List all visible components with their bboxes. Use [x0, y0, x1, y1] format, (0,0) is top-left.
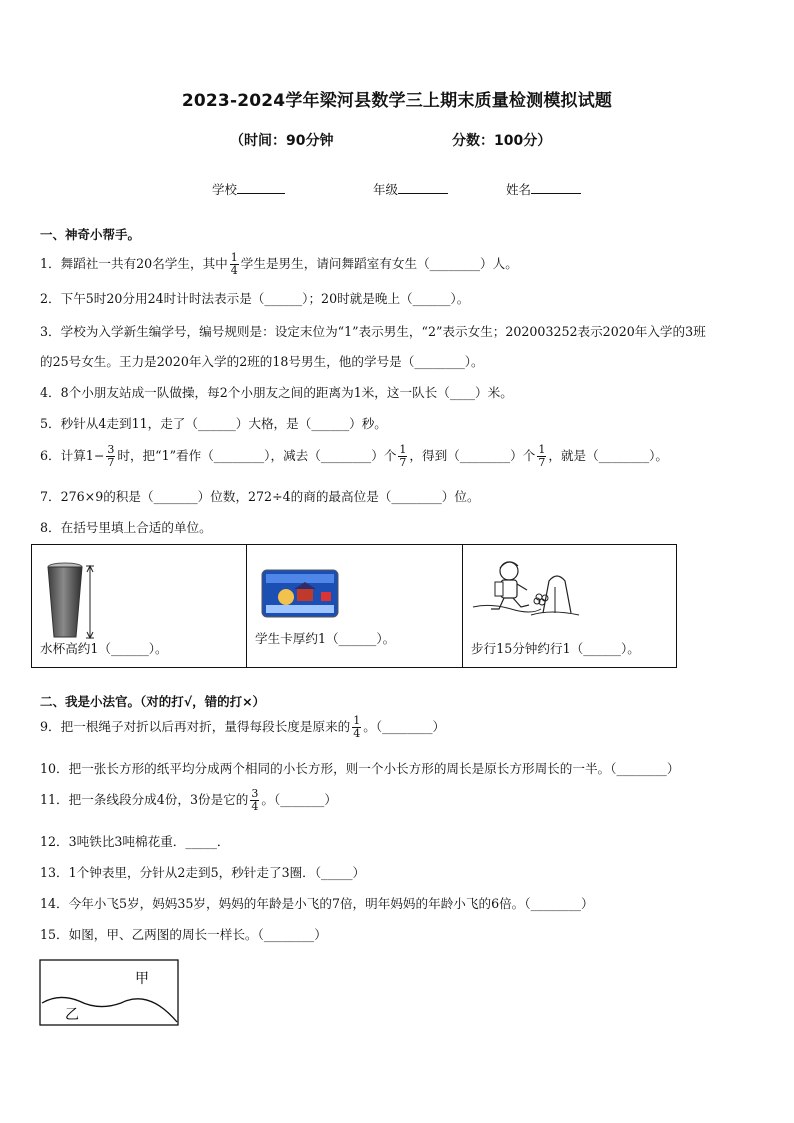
- question-13: 13．1个钟表里，分针从2走到5，秒针走了3圈．（_____）: [40, 865, 366, 880]
- label-yi: 乙: [65, 1007, 79, 1023]
- question-3-line-1: 3．学校为入学新生编学号，编号规则是：设定末位为“1”表示男生，“2”表示女生；202003252表示2020年入学的3班: [40, 324, 706, 339]
- denominator: 7: [538, 456, 546, 469]
- fraction: [250, 788, 259, 813]
- denominator: 4: [251, 800, 259, 813]
- cell-caption: 学生卡厚约1（______）。: [255, 631, 396, 646]
- student-card-image: [261, 569, 339, 619]
- question-9: [40, 715, 445, 740]
- numerator: 1: [538, 443, 546, 456]
- cell-caption: 步行15分钟约行1（______）。: [471, 641, 640, 656]
- q11-text-a: 11．把一条线段分成4份，3份是它的: [40, 792, 249, 807]
- grade-blank[interactable]: [398, 193, 448, 194]
- question-4: 4．8个小朋友站成一队做操，每2个小朋友之间的距离为1米，这一队长（____）米。: [40, 385, 513, 400]
- q6-text-d: ，就是（________）。: [548, 448, 668, 463]
- name-blank[interactable]: [531, 193, 581, 194]
- exam-score: 分数：100分）: [452, 133, 552, 149]
- walking-child-image: [471, 557, 581, 621]
- question-14: 14．今年小飞5岁，妈妈35岁，妈妈的年龄是小飞的7倍，明年妈妈的年龄小飞的6倍。（________）: [40, 896, 594, 911]
- q1-text-b: 学生是男生，请问舞蹈室有女生（________）人。: [240, 256, 518, 271]
- question-1: [40, 252, 518, 277]
- page-title: 2023-2024学年梁河县数学三上期末质量检测模拟试题: [181, 91, 613, 111]
- question-6: [40, 444, 668, 469]
- question-8: 8．在括号里填上合适的单位。: [40, 520, 212, 535]
- fraction: [398, 444, 407, 469]
- fraction: [537, 444, 546, 469]
- unit-table: [31, 544, 677, 668]
- section-heading: 二、我是小法官。（对的打√，错的打×）: [40, 694, 266, 709]
- question-11: [40, 788, 337, 813]
- exam-time: （时间：90分钟: [230, 133, 334, 149]
- denominator: 4: [353, 727, 361, 740]
- table-cell-card: [247, 545, 463, 667]
- question-3-line-2: 的25号女生。王力是2020年入学的2班的18号男生，他的学号是（________）。: [40, 354, 484, 369]
- q9-text-a: 9．把一根绳子对折以后再对折，量得每段长度是原来的: [40, 719, 351, 734]
- denominator: 4: [230, 264, 238, 277]
- question-10: 10．把一张长方形的纸平均分成两个相同的小长方形，则一个小长方形的周长是原长方形周长的一半。（________）: [40, 761, 680, 776]
- table-cell-cup: [32, 545, 247, 667]
- q6-text-c: ，得到（________）个: [409, 448, 536, 463]
- question-2: 2．下午5时20分用24时计时法表示是（______）；20时就是晚上（______）。: [40, 291, 470, 306]
- grade-field[interactable]: [373, 180, 448, 198]
- numerator: 1: [353, 714, 361, 727]
- fraction: [106, 444, 115, 469]
- q1-text-a: 1．舞蹈社一共有20名学生，其中: [40, 256, 228, 271]
- numerator: 1: [230, 251, 238, 264]
- grade-label: 年级: [373, 182, 399, 197]
- question-12: 12．3吨铁比3吨棉花重．_____．: [40, 834, 230, 849]
- numerator: 1: [399, 443, 407, 456]
- fraction: [352, 715, 361, 740]
- q6-text-a: 6．计算1−: [40, 448, 105, 463]
- q11-text-b: 。（_______）: [261, 792, 337, 807]
- denominator: 7: [399, 456, 407, 469]
- numerator: 3: [107, 443, 115, 456]
- shape-figure: [39, 959, 181, 1029]
- cup-image: [46, 561, 106, 643]
- numerator: 3: [251, 787, 259, 800]
- school-field[interactable]: [212, 180, 285, 198]
- school-label: 学校: [212, 182, 238, 197]
- fraction: [230, 252, 239, 277]
- name-label: 姓名: [506, 182, 532, 197]
- q6-text-b: 时，把“1”看作（________），减去（________）个: [117, 448, 397, 463]
- name-field[interactable]: [506, 180, 581, 198]
- school-blank[interactable]: [237, 193, 285, 194]
- question-5: 5．秒针从4走到11，走了（______）大格，是（______）秒。: [40, 416, 387, 431]
- denominator: 7: [107, 456, 115, 469]
- section-heading: 一、神奇小帮手。: [40, 227, 141, 242]
- table-cell-walk: [463, 545, 676, 667]
- cell-caption: 水杯高约1（______）。: [40, 641, 168, 656]
- q9-text-b: 。（________）: [363, 719, 446, 734]
- question-7: 7．276×9的积是（_______）位数，272÷4的商的最高位是（________）位。: [40, 489, 480, 504]
- label-jia: 甲: [135, 971, 149, 987]
- question-15: 15．如图，甲、乙两图的周长一样长。（________）: [40, 927, 327, 942]
